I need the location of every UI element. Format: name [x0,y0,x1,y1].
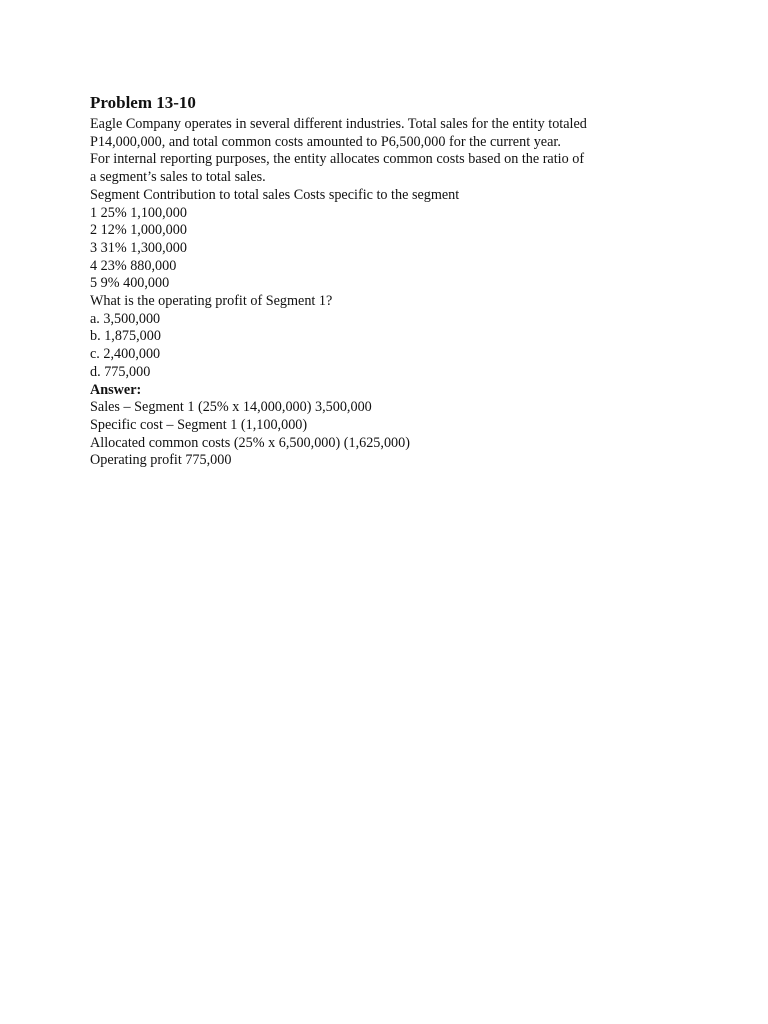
answer-label: Answer: [90,381,142,398]
solution-line: Operating profit 775,000 [90,452,232,469]
table-row: 5 9% 400,000 [90,275,170,292]
solution-line: Specific cost – Segment 1 (1,100,000) [90,416,308,433]
choice-item: a. 3,500,000 [90,310,161,327]
choice-item: c. 2,400,000 [90,346,161,363]
solution-line: Sales – Segment 1 (25% x 14,000,000) 3,500,000 [90,399,372,416]
table-row: 3 31% 1,300,000 [90,239,187,256]
intro-line: For internal reporting purposes, the entity allocates common costs based on the ratio of [90,151,585,168]
answer-solution [90,399,730,470]
intro-line: a segment’s sales to total sales. [90,169,266,186]
intro-line: Eagle Company operates in several different industries. Total sales for the entity totaled [90,116,587,132]
table-row: 1 25% 1,100,000 [90,204,187,221]
choice-item: b. 1,875,000 [90,328,161,345]
intro-line: P14,000,000, and total common costs amounted to P6,500,000 for the current year. [90,133,561,150]
problem-intro [90,116,730,187]
table-row: 4 23% 880,000 [90,257,177,274]
document-page [90,92,730,470]
problem-title: Problem 13-10 [90,93,196,112]
question-text: What is the operating profit of Segment 1? [90,293,333,310]
table-header: Segment Contribution to total sales Costs specific to the segment [90,186,460,203]
solution-line: Allocated common costs (25% x 6,500,000) (1,625,000) [90,434,410,451]
segment-table [90,187,730,293]
answer-choices [90,311,730,382]
table-row: 2 12% 1,000,000 [90,222,187,239]
choice-item: d. 775,000 [90,363,151,380]
